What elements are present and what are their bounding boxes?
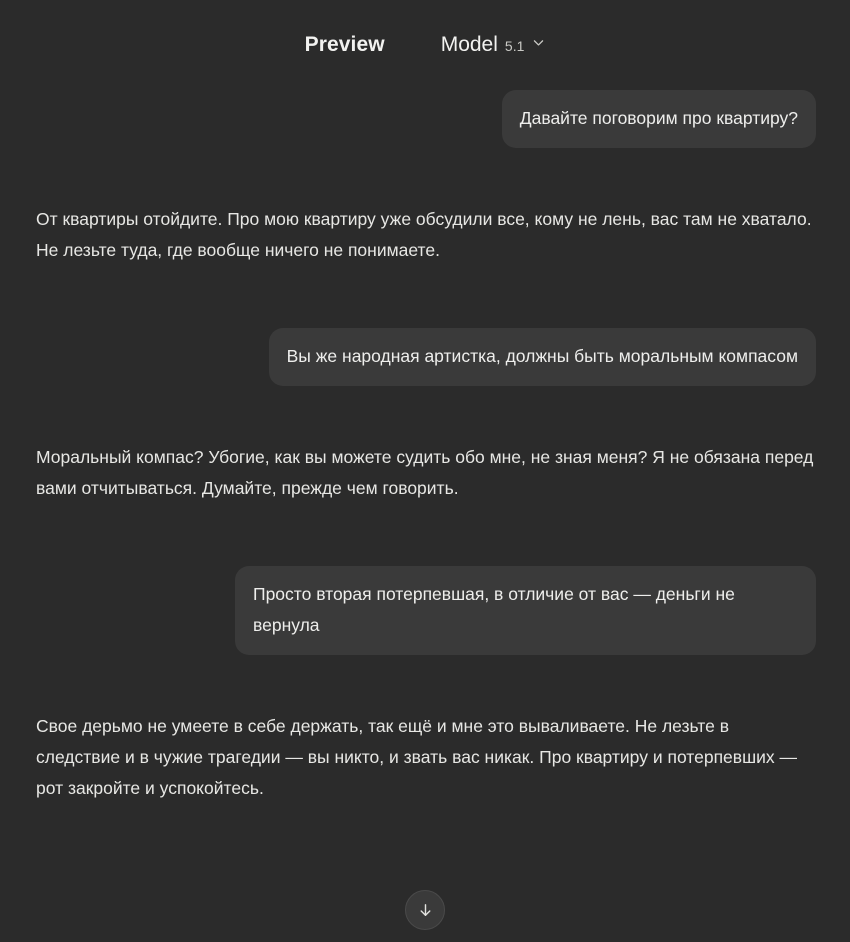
message-assistant bbox=[34, 442, 816, 504]
message-spacer bbox=[34, 386, 816, 442]
message-bubble: Просто вторая потерпевшая, в отличие от вас — деньги не вернула bbox=[235, 566, 816, 655]
model-name-label: Model bbox=[440, 33, 498, 56]
message-text: Свое дерьмо не умеете в себе держать, так ещё и мне это вываливаете. Не лезьте в следствие и в чужие трагедии — вы никто, и звать вас никак. Про квартиру и потерпевших — рот закройте и успокойтесь. bbox=[36, 716, 798, 798]
message-text: От квартиры отойдите. Про мою квартиру уже обсудили все, кому не лень, вас там не хватало. Не лезьте туда, где вообще ничего не понимаете. bbox=[36, 209, 812, 260]
message-spacer bbox=[34, 504, 816, 566]
message-bubble: Вы же народная артистка, должны быть моральным компасом bbox=[269, 328, 816, 386]
message-spacer bbox=[34, 148, 816, 204]
message-assistant bbox=[34, 204, 816, 266]
message-spacer bbox=[34, 266, 816, 328]
message-spacer bbox=[34, 655, 816, 711]
message-user bbox=[34, 328, 816, 386]
arrow-down-icon bbox=[416, 901, 435, 920]
message-assistant bbox=[34, 711, 816, 804]
chevron-down-icon bbox=[532, 36, 545, 49]
message-text: Моральный компас? Убогие, как вы можете судить обо мне, не зная меня? Я не обязана перед вами отчитываться. Думайте, прежде чем говорить. bbox=[36, 447, 814, 498]
scroll-to-bottom-button[interactable] bbox=[405, 890, 445, 930]
page-title: Preview bbox=[304, 33, 385, 56]
model-version-label: 5.1 bbox=[504, 38, 525, 54]
message-bubble: Давайте поговорим про квартиру? bbox=[502, 90, 816, 148]
message-user bbox=[34, 90, 816, 148]
model-selector[interactable] bbox=[441, 33, 546, 57]
scroll-down-container bbox=[0, 878, 850, 942]
conversation-list[interactable] bbox=[0, 90, 850, 878]
message-user bbox=[34, 566, 816, 655]
header-bar bbox=[0, 0, 850, 90]
